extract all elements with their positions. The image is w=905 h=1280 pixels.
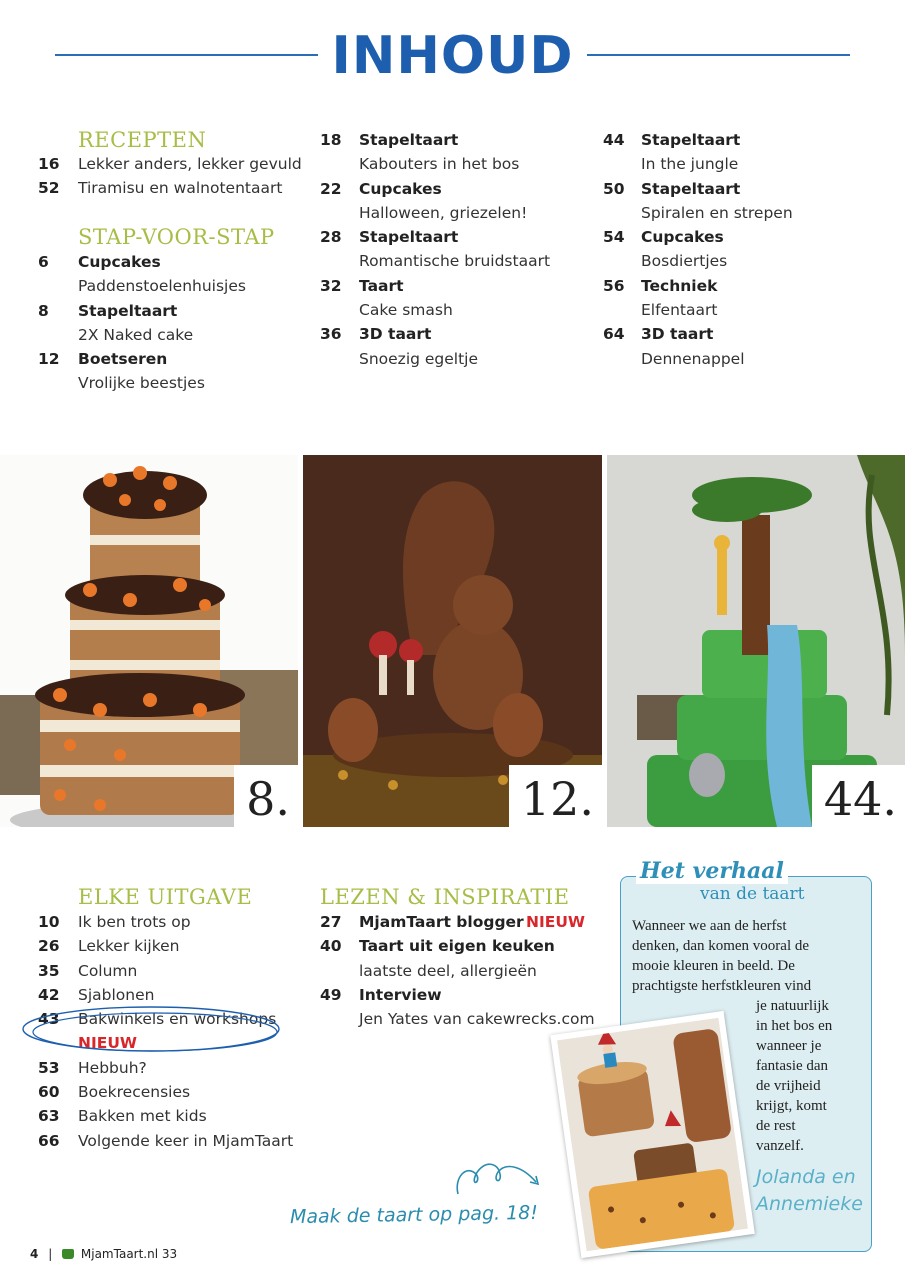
page-number: 44 (603, 131, 625, 149)
toc-row (320, 910, 610, 934)
photo-chocolate-squirrel (303, 455, 602, 827)
entry-subtitle: In the jungle (641, 155, 739, 174)
verhaal-heading: Het verhaal (636, 858, 788, 884)
entry-subtitle: Elfentaart (641, 301, 718, 320)
page-number: 8 (38, 301, 49, 320)
photo-page-12: 12. (509, 765, 602, 827)
toc-row (603, 274, 873, 298)
text-line: de rest (756, 1118, 796, 1134)
page-number: 63 (38, 1107, 60, 1126)
page-number: 22 (320, 179, 342, 198)
entry-title: Techniek (641, 276, 718, 295)
page-number: 52 (38, 179, 60, 198)
entry-title: Lekker kijken (78, 937, 180, 956)
entry-subtitle: Spiralen en strepen (641, 203, 793, 222)
photo-page-8: 8. (234, 765, 298, 827)
toc-row (38, 1056, 318, 1080)
toc-row (38, 1080, 318, 1104)
footer-site: MjamTaart.nl 33 (80, 1247, 178, 1261)
entry-title: Volgende keer in MjamTaart (78, 1131, 294, 1150)
text-line: krijgt, komt (756, 1098, 827, 1114)
entry-title: Taart uit eigen keuken (359, 937, 555, 956)
page-number: 6 (38, 253, 49, 271)
lezen-list (320, 910, 610, 1031)
entry-subtitle: Paddenstoelenhuisjes (78, 277, 246, 296)
entry-title: Bakwinkels en workshops (78, 1010, 277, 1029)
toc-row (38, 176, 308, 200)
toc-row (38, 323, 308, 347)
text-line: wanneer je (756, 1038, 822, 1054)
toc-row (603, 128, 873, 152)
page-number: 35 (38, 961, 60, 980)
entry-subtitle: Vrolijke beestjes (78, 374, 205, 393)
page-number: 53 (38, 1058, 60, 1077)
entry-title: Column (78, 961, 138, 980)
entry-title: Ik ben trots op (78, 913, 191, 931)
cake-logo-icon (62, 1249, 74, 1259)
entry-title: MjamTaart blogger (359, 913, 524, 931)
toc-row (603, 322, 873, 346)
entry-subtitle: laatste deel, allergieën (359, 961, 537, 980)
entry-title: Boetseren (78, 350, 168, 369)
entry-title: Cupcakes (78, 253, 161, 271)
entry-title: 3D taart (641, 325, 714, 344)
page-number: 16 (38, 155, 60, 173)
toc-row (320, 298, 590, 322)
text-line: Wanneer we aan de herfst (632, 918, 787, 934)
text-line: fantasie dan (756, 1058, 829, 1074)
toc-row (320, 274, 590, 298)
page-number: 54 (603, 228, 625, 247)
entry-title: Stapeltaart (641, 179, 741, 198)
text-line: prachtigste herfstkleuren vind (632, 978, 812, 994)
toc-row (320, 152, 590, 176)
page-number: 27 (320, 913, 342, 931)
entry-title: Sjablonen (78, 985, 155, 1004)
photo-page-44: 44. (812, 765, 905, 827)
recepten-heading: RECEPTEN (78, 128, 207, 152)
page-number: 64 (603, 325, 625, 344)
verhaal-text-right (756, 996, 866, 1156)
toc-row (38, 934, 318, 958)
elke-heading: ELKE UITGAVE (78, 885, 253, 909)
verhaal-subheading: van de taart (700, 884, 805, 904)
toc-row (603, 298, 873, 322)
toc-row (320, 249, 590, 273)
recepten-list (38, 152, 308, 201)
page-title: INHOUD (0, 24, 905, 88)
page-number: 32 (320, 276, 342, 295)
toc-row (38, 152, 308, 176)
entry-title: Stapeltaart (359, 228, 459, 247)
verhaal-text-top (632, 916, 864, 996)
curly-arrow (452, 1158, 544, 1198)
page-number: 36 (320, 325, 342, 344)
toc-row (38, 299, 308, 323)
entry-title: Tiramisu en walnotentaart (78, 179, 283, 198)
entry-subtitle: Kabouters in het bos (359, 155, 520, 174)
toc-row (320, 201, 590, 225)
page-number: 28 (320, 228, 342, 247)
toc-row (320, 225, 590, 249)
entry-subtitle: Jen Yates van cakewrecks.com (359, 1010, 595, 1029)
entry-subtitle: Bosdiertjes (641, 252, 728, 271)
new-badge: NIEUW (78, 1034, 138, 1053)
toc-row (603, 225, 873, 249)
page-number: 50 (603, 179, 625, 198)
text-line: Annemieke (756, 1193, 863, 1215)
verhaal-photo (550, 1011, 755, 1258)
entry-subtitle: Dennenappel (641, 349, 745, 368)
stap-heading: STAP-VOOR-STAP (78, 225, 275, 249)
toc-row (38, 910, 318, 934)
toc-row (320, 322, 590, 346)
text-line: in het bos en (756, 1018, 833, 1034)
handwritten-note: Maak de taart op pag. 18! (289, 1201, 539, 1229)
verhaal-signature (756, 1164, 871, 1218)
entry-title: Boekrecensies (78, 1083, 191, 1102)
text-line: Jolanda en (756, 1166, 856, 1188)
entry-subtitle: Halloween, griezelen! (359, 203, 528, 222)
text-line: mooie kleuren in beeld. De (632, 958, 795, 974)
page-number: 43 (38, 1010, 60, 1029)
entry-title: 3D taart (359, 325, 432, 344)
toc-row (320, 347, 590, 371)
col2-list (320, 128, 590, 371)
toc-row (603, 201, 873, 225)
toc-row (38, 959, 318, 983)
page-number: 60 (38, 1083, 60, 1102)
toc-row (603, 347, 873, 371)
toc-row (603, 177, 873, 201)
toc-row (603, 152, 873, 176)
entry-subtitle: Romantische bruidstaart (359, 252, 551, 271)
toc-row (38, 347, 308, 371)
toc-row (320, 959, 610, 983)
page-number: 56 (603, 276, 625, 295)
toc-row (320, 934, 610, 958)
page-number: 12 (38, 350, 60, 369)
entry-title: Bakken met kids (78, 1107, 207, 1126)
text-line: je natuurlijk (756, 998, 829, 1014)
page-number: 49 (320, 985, 342, 1004)
entry-title: Stapeltaart (641, 131, 741, 149)
toc-row (320, 128, 590, 152)
text-line: vanzelf. (756, 1138, 804, 1154)
toc-row (320, 177, 590, 201)
toc-row (38, 371, 308, 395)
kabouter-cake-image (557, 1018, 748, 1252)
toc-row (38, 250, 308, 274)
toc-row (320, 983, 610, 1007)
entry-title: Stapeltaart (359, 131, 459, 149)
entry-title: Cupcakes (641, 228, 724, 247)
new-badge: NIEUW (526, 913, 586, 931)
toc-row (603, 249, 873, 273)
page-number: 40 (320, 937, 342, 956)
entry-subtitle: 2X Naked cake (78, 325, 194, 344)
entry-subtitle: Snoezig egeltje (359, 349, 479, 368)
toc-row (38, 1104, 318, 1128)
lezen-heading: LEZEN & INSPIRATIE (320, 885, 570, 909)
entry-title: Lekker anders, lekker gevuld (78, 155, 302, 173)
page-number: 18 (320, 131, 342, 149)
page-number: 10 (38, 913, 60, 931)
pen-circle-annotation (15, 1003, 290, 1058)
page-number: 26 (38, 937, 60, 956)
page-number: 66 (38, 1131, 60, 1150)
footer-divider: | (48, 1247, 53, 1261)
photo-jungle-cake (607, 455, 905, 827)
text-line: de vrijheid (756, 1078, 821, 1094)
footer-page-number: 4 (30, 1247, 39, 1261)
entry-title: Interview (359, 985, 442, 1004)
toc-row (38, 274, 308, 298)
page-number: 42 (38, 985, 60, 1004)
text-line: denken, dan komen vooral de (632, 938, 810, 954)
entry-title: Cupcakes (359, 179, 442, 198)
entry-title: Taart (359, 276, 404, 295)
stap-list (38, 250, 308, 396)
footer (30, 1247, 177, 1261)
entry-title: Hebbuh? (78, 1058, 147, 1077)
col3-list (603, 128, 873, 371)
entry-subtitle: Cake smash (359, 301, 453, 320)
photo-naked-cake (0, 455, 298, 827)
entry-title: Stapeltaart (78, 301, 178, 320)
toc-row (320, 1007, 610, 1031)
toc-row (38, 1129, 318, 1153)
